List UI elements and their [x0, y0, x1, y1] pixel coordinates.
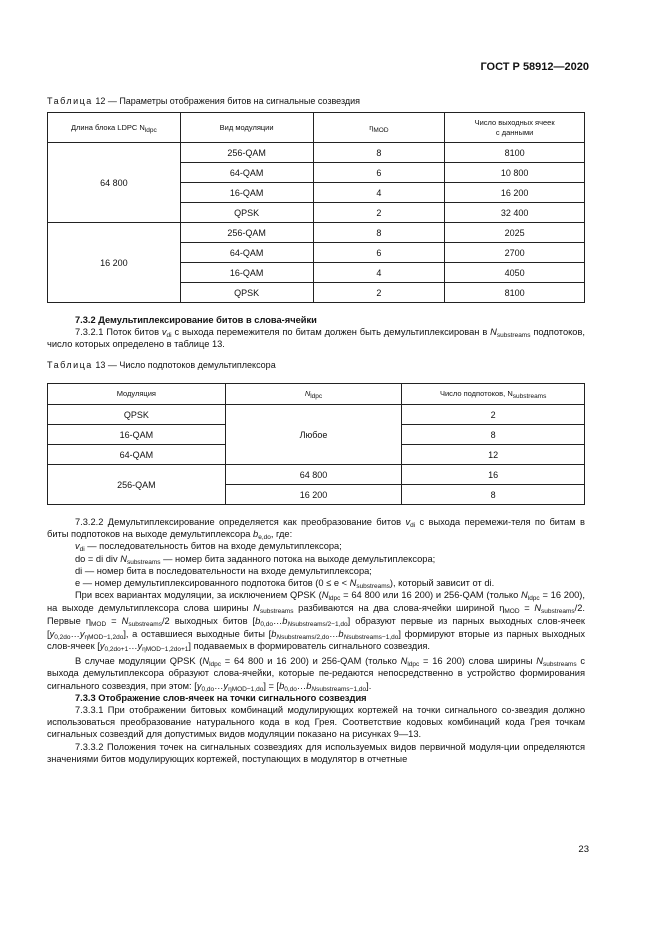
- cell-modulation: QPSK: [180, 283, 313, 303]
- caption-text: 13 — Число подпотоков демультиплексора: [95, 360, 276, 370]
- demux-description: [47, 516, 585, 765]
- page-number: 23: [578, 844, 589, 855]
- table-row: [48, 465, 585, 485]
- table-row: [48, 223, 585, 243]
- cell-modulation: 64-QAM: [48, 445, 226, 465]
- cell-modulation: QPSK: [180, 203, 313, 223]
- definition-item: $v_{di}$ — последовательность битов на входе демультиплексора;: [75, 541, 342, 554]
- cell-eta-mod: 8: [313, 223, 445, 243]
- cell-substreams: 12: [402, 445, 585, 465]
- caption-text: 12 — Параметры отображения битов на сигнальные созвездия: [95, 96, 361, 106]
- section-heading: 7.3.2 Демультиплексирование битов в слова-ячейки: [75, 315, 317, 325]
- cell-eta-mod: 4: [313, 183, 445, 203]
- cell-eta-mod: 2: [313, 283, 445, 303]
- cell-output-cells: 8100: [445, 143, 585, 163]
- cell-modulation: 64-QAM: [180, 243, 313, 263]
- paragraph: В случае модуляции QPSK ($N_{ldpc} = 64$ 800 и 16 200) и 256-QAM (только $N_{ldpc} = 16$ 200) слова ширины $N_{substreams}$ с выхода демультиплексора образуют слова-ячейки, которые пе-редаются непосредственно в устройство формирования сигнального созвездия, при этом: $[y_{0,do}\dots y_{\eta MOD-1,do}]$ = $[b_{0,do}\dots b_{Nsubstreams-1,do}]$.: [47, 656, 585, 693]
- paragraph: 7.3.3.2 Положения точек на сигнальных созвездиях для используемых видов первичной модуля-ции определяются значениями битов модулирующих кортежей, поступающих в модулятор в отчетные: [47, 741, 585, 764]
- table-row: [48, 405, 585, 425]
- cell-modulation: 16-QAM: [180, 263, 313, 283]
- caption-prefix: Таблица: [47, 96, 93, 106]
- header-output-cells: Число выходных ячеек с данными: [445, 113, 585, 143]
- document-header: ГОСТ Р 58912—2020: [480, 61, 589, 73]
- cell-output-cells: 2700: [445, 243, 585, 263]
- header-modulation: Вид модуляции: [180, 113, 313, 143]
- cell-substreams: 8: [402, 425, 585, 445]
- definition-item: e — номер демультиплексированного подпотока битов $(0 \le e < N_{substreams})$, который зависит от di.: [75, 578, 495, 591]
- cell-modulation: 16-QAM: [48, 425, 226, 445]
- paragraph: 7.3.2.1 Поток битов $v_{di}$ с выхода перемежителя по битам должен быть демультиплексирован в $N_{substreams}$ подпотоков, число которых определено в таблице 13.: [47, 327, 585, 350]
- cell-block-length: 64 800: [48, 143, 181, 223]
- cell-ldpc: 64 800: [225, 465, 402, 485]
- cell-substreams: 8: [402, 485, 585, 505]
- cell-modulation: 16-QAM: [180, 183, 313, 203]
- cell-modulation: QPSK: [48, 405, 226, 425]
- cell-output-cells: 4050: [445, 263, 585, 283]
- table-header-row: [48, 384, 585, 405]
- caption-prefix: Таблица: [47, 360, 93, 370]
- cell-eta-mod: 8: [313, 143, 445, 163]
- table-header-row: [48, 113, 585, 143]
- cell-ldpc: 16 200: [225, 485, 402, 505]
- cell-eta-mod: 2: [313, 203, 445, 223]
- header-modulation: Модуляция: [48, 384, 226, 405]
- cell-eta-mod: 6: [313, 163, 445, 183]
- cell-substreams: 2: [402, 405, 585, 425]
- header-substreams: Число подпотоков, $N_{substreams}$: [402, 384, 585, 405]
- cell-output-cells: 8100: [445, 283, 585, 303]
- cell-any-ldpc: Любое: [225, 405, 402, 465]
- header-n-ldpc: $N_{ldpc}$: [225, 384, 402, 405]
- definition-item: do = di div $N_{substreams}$ — номер бита заданного потока на выходе демультиплексора;: [75, 553, 436, 566]
- cell-block-length: 16 200: [48, 223, 181, 303]
- cell-modulation: 256-QAM: [180, 223, 313, 243]
- cell-output-cells: 2025: [445, 223, 585, 243]
- cell-output-cells: 32 400: [445, 203, 585, 223]
- header-block-length: Длина блока LDPC $N_{ldpc}$: [48, 113, 181, 143]
- cell-modulation: 256-QAM: [48, 465, 226, 505]
- table-12-caption: [47, 96, 360, 106]
- cell-substreams: 16: [402, 465, 585, 485]
- cell-eta-mod: 6: [313, 243, 445, 263]
- section-heading: 7.3.3 Отображение слов-ячеек на точки сигнального созвездия: [75, 692, 367, 703]
- paragraph: 7.3.2.2 Демультиплексирование определяется как преобразование битов $v_{di}$ с выхода перемежи-теля по битам в биты подпотоков на выходе демультиплексора $b_{e,do}$, где:: [47, 517, 585, 542]
- header-eta-mod: $\eta_{MOD}$: [313, 113, 445, 143]
- table-13: [47, 383, 585, 505]
- paragraph: При всех вариантах модуляции, за исключением QPSK ($N_{ldpc} = 64$ 800 или 16 200) и 256-QAM (только $N_{ldpc} = 16$ 200), на выходе демультиплексора слова ширины $N_{substreams}$ разбиваются на два слова-ячейки шириной $\eta_{MOD} = N_{substreams}/2$. Первые $\eta_{MOD} = N_{substreams}/2$ выходных битов $[b_{0,do}\dots b_{Nsubstreams/2-1,do}]$ образуют первые из парных выходных слов-ячеек $[y_{0,2do}\dots y_{\eta MOD-1,2do}]$, а оставшиеся выходные биты $[b_{Nsubstreams/2,do}\dots b_{Nsubstreams-1,do}]$ формируют вторые из парных выходных слов-ячеек $[y_{0,2do+1}\dots y_{\eta MOD-1,2do+1}]$ подаваемых в формирователь сигнального созвездия.: [47, 590, 585, 654]
- definition-item: di — номер бита в последовательности на входе демультиплексора;: [75, 565, 372, 576]
- table-13-caption: [47, 360, 276, 370]
- cell-modulation: 64-QAM: [180, 163, 313, 183]
- cell-eta-mod: 4: [313, 263, 445, 283]
- section-7-3-2: [47, 314, 585, 351]
- paragraph: 7.3.3.1 При отображении битовых комбинаций модулирующих кортежей на точки сигнального со-звездия должно использоваться преобразование натурального кода в код Грея. Соответствие кодовых комбинаций кода Грея точкам сигнальных созвездий для допустимых видов модуляции показано на рисунках 9—13.: [47, 705, 585, 740]
- table-12: [47, 112, 585, 303]
- cell-output-cells: 10 800: [445, 163, 585, 183]
- cell-modulation: 256-QAM: [180, 143, 313, 163]
- cell-output-cells: 16 200: [445, 183, 585, 203]
- table-row: [48, 143, 585, 163]
